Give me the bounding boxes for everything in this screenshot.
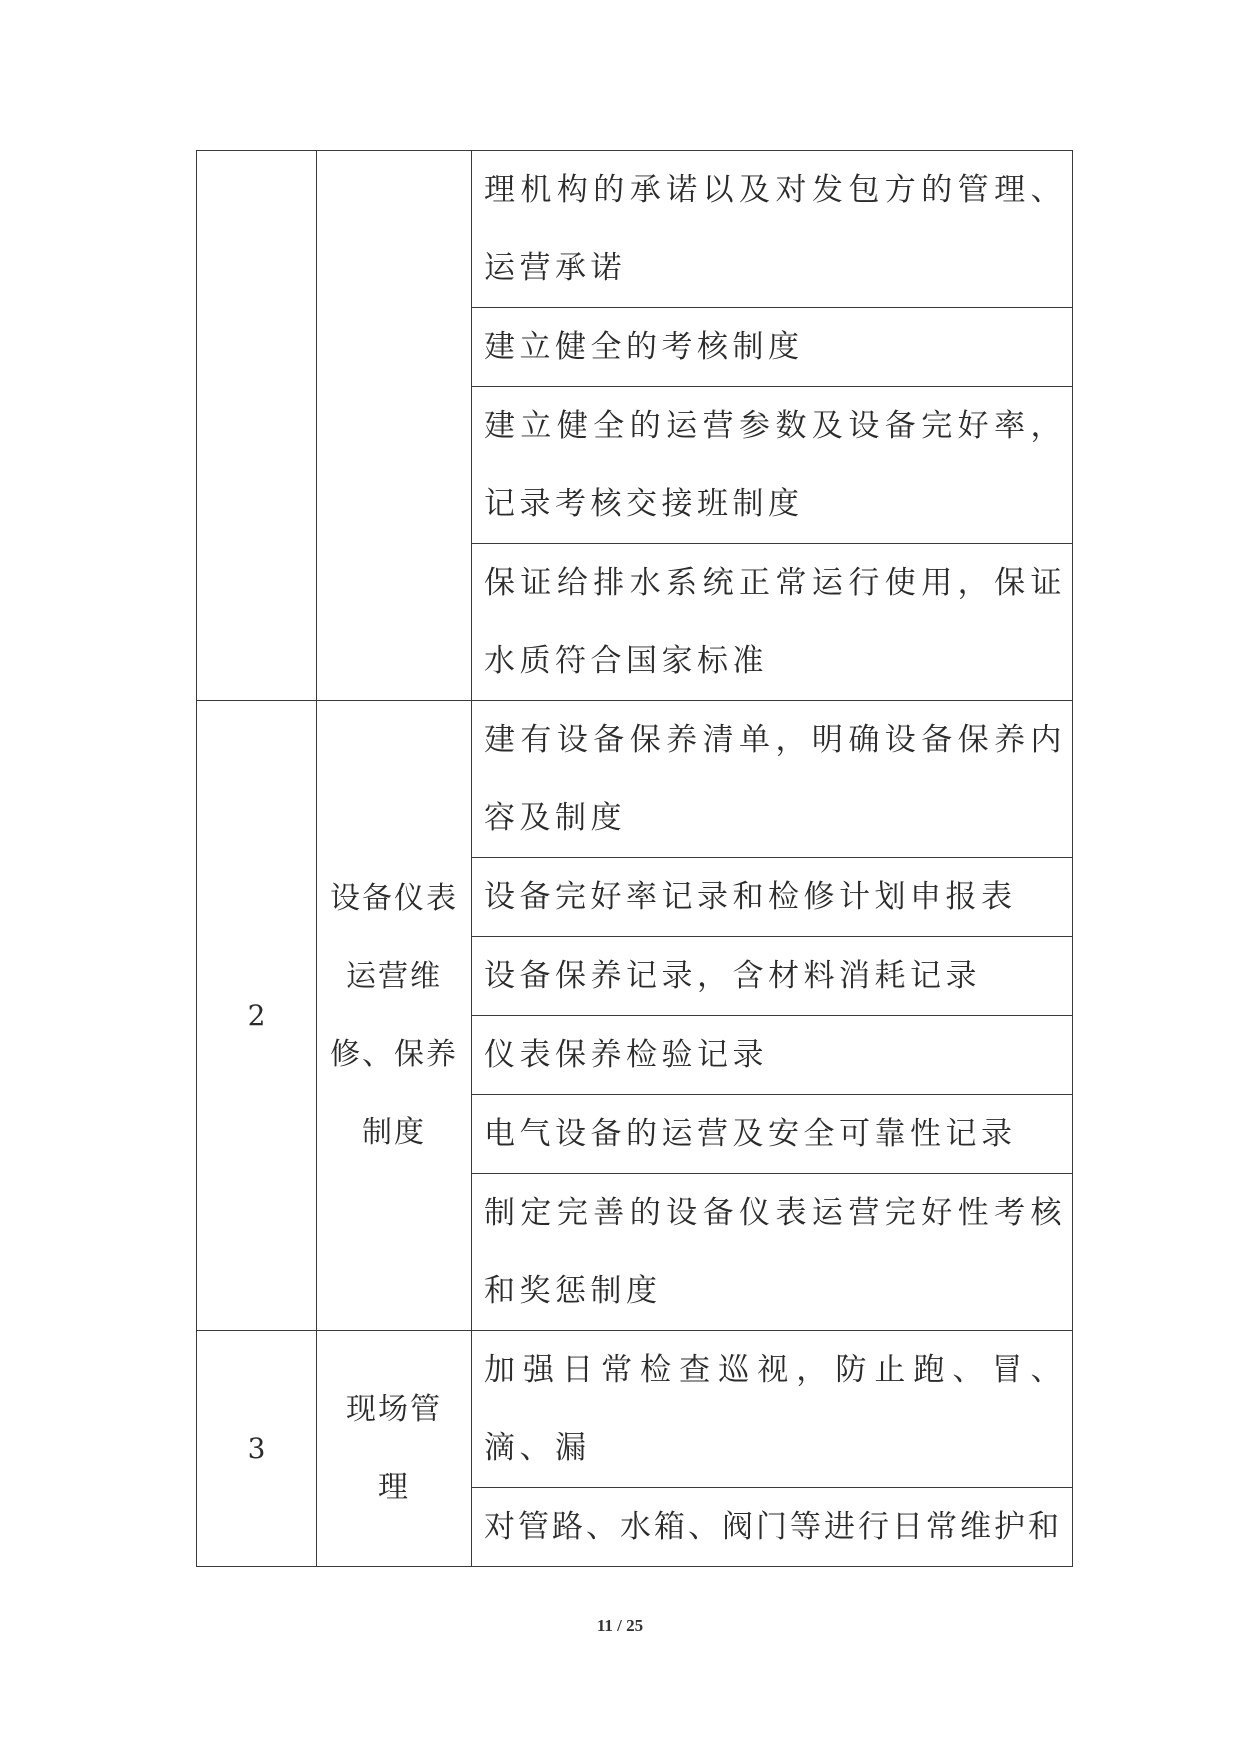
row-category-cell [317, 1331, 472, 1567]
row-category-label: 现场管理 [346, 1391, 442, 1505]
row-category-cell [317, 151, 472, 701]
row-category-label: 设备仪表运营维修、保养制度 [330, 880, 458, 1150]
row-number-cell: 2 [197, 701, 317, 1331]
requirements-table [196, 150, 1073, 1567]
requirement-item: 理机构的承诺以及对发包方的管理、运营承诺 [472, 151, 1073, 308]
requirement-item: 对管路、水箱、阀门等进行日常维护和 [472, 1488, 1073, 1567]
page-number: 11 / 25 [596, 1616, 644, 1635]
requirement-item: 建有设备保养清单，明确设备保养内容及制度 [472, 701, 1073, 858]
requirement-item: 建立健全的运营参数及设备完好率，记录考核交接班制度 [472, 387, 1073, 544]
table-row [197, 701, 1073, 858]
requirement-item: 保证给排水系统正常运行使用，保证水质符合国家标准 [472, 544, 1073, 701]
table-row [197, 1331, 1073, 1488]
row-category-cell [317, 701, 472, 1331]
requirement-item: 制定完善的设备仪表运营完好性考核和奖惩制度 [472, 1174, 1073, 1331]
requirement-item: 设备保养记录，含材料消耗记录 [472, 937, 1073, 1016]
requirement-item: 设备完好率记录和检修计划申报表 [472, 858, 1073, 937]
requirement-item: 仪表保养检验记录 [472, 1016, 1073, 1095]
requirement-item: 电气设备的运营及安全可靠性记录 [472, 1095, 1073, 1174]
row-number-cell: 3 [197, 1331, 317, 1567]
table-row [197, 151, 1073, 308]
requirement-item: 加强日常检查巡视，防止跑、冒、滴、漏 [472, 1331, 1073, 1488]
requirement-item: 建立健全的考核制度 [472, 308, 1073, 387]
row-number-cell [197, 151, 317, 701]
